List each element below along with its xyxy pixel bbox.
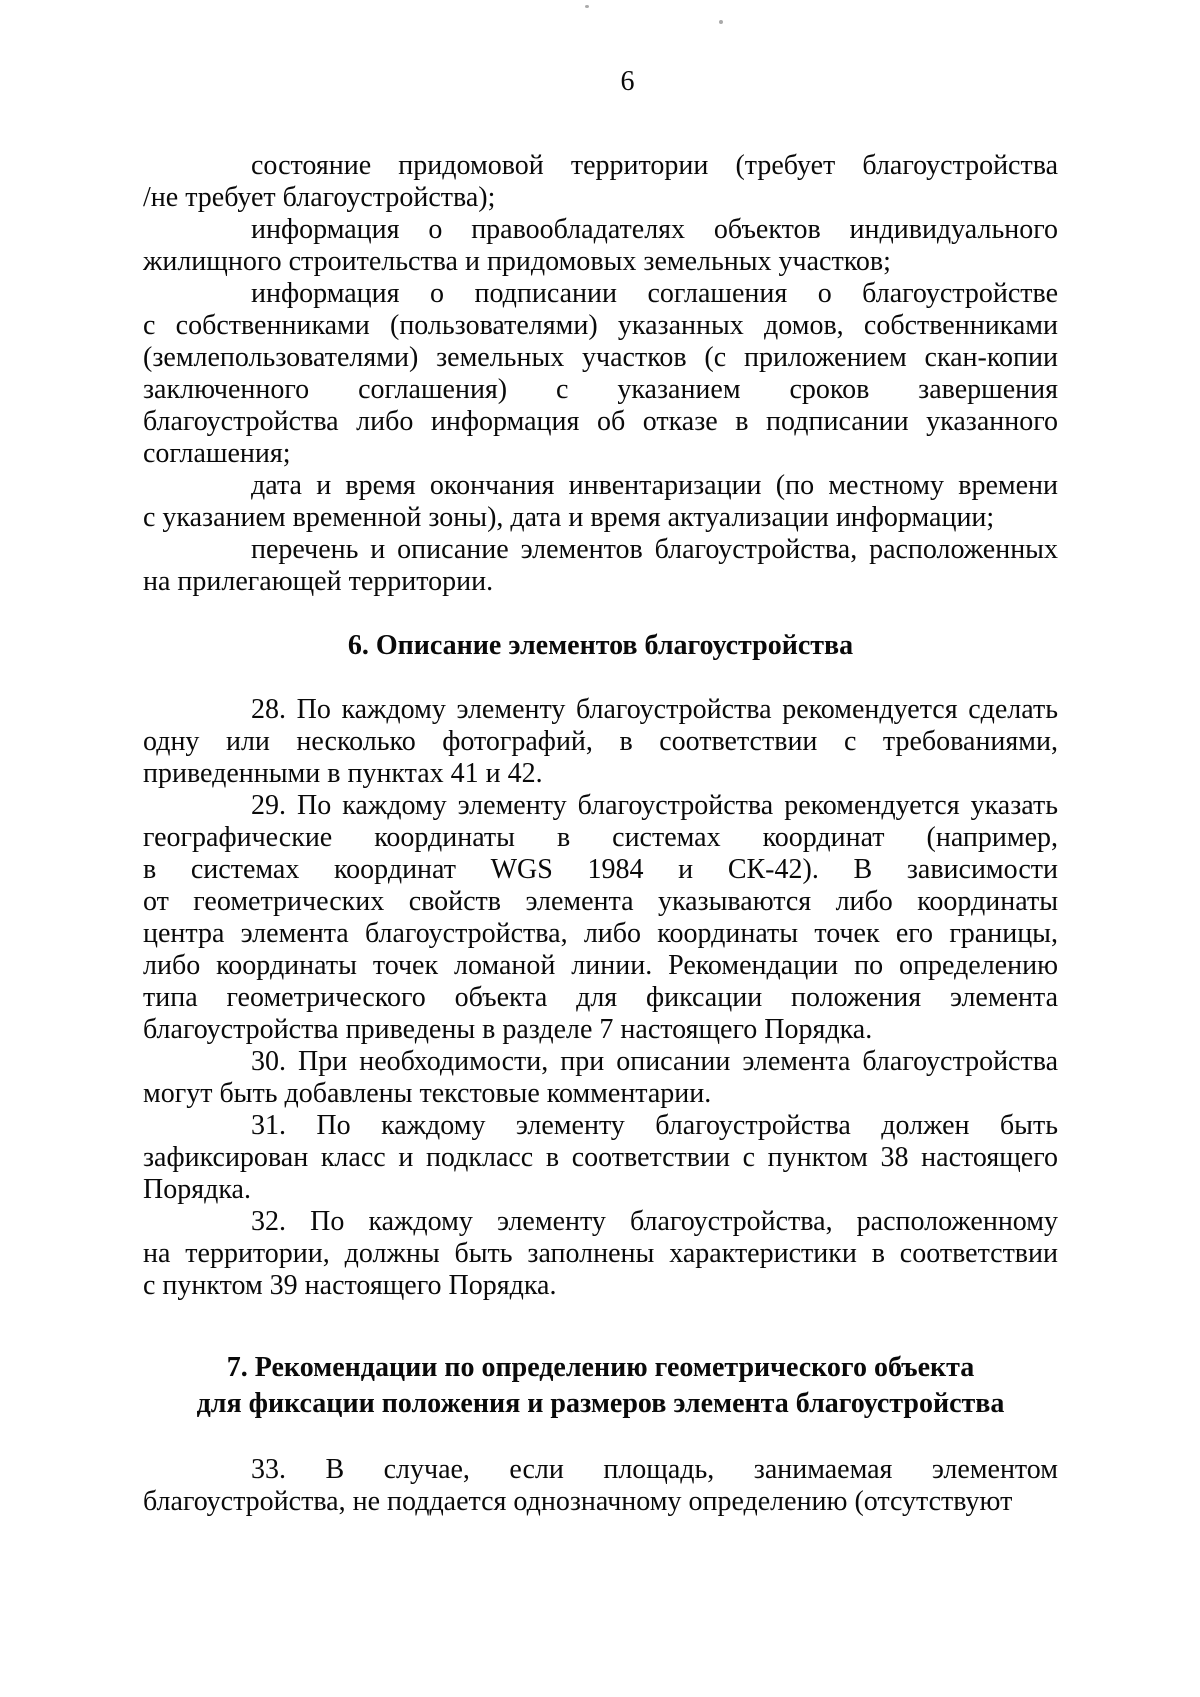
heading-line: 6. Описание элементов благоустройства xyxy=(347,630,854,661)
text-line: /не требует благоустройства); xyxy=(143,182,496,213)
text-line: заключенного соглашения) с указанием сроков завершения xyxy=(143,374,1058,405)
text-line: информация о правообладателях объектов индивидуального xyxy=(251,214,1058,245)
text-line: состояние придомовой территории (требует благоустройства xyxy=(251,150,1058,181)
text-line: 30. При необходимости, при описании элемента благоустройства xyxy=(251,1046,1058,1077)
text-line: географические координаты в системах координат (например, xyxy=(143,822,1058,853)
text-line: 33. В случае, если площадь, занимаемая элементом xyxy=(251,1454,1058,1485)
scan-speck xyxy=(585,5,589,8)
text-line: перечень и описание элементов благоустройства, расположенных xyxy=(251,534,1058,565)
paragraph-rights-holders-info xyxy=(143,214,1058,278)
paragraph-item-33 xyxy=(143,1454,1058,1518)
paragraph-territory-condition xyxy=(143,150,1058,214)
text-line: с собственниками (пользователями) указанных домов, собственниками xyxy=(143,310,1058,341)
text-line: 29. По каждому элементу благоустройства рекомендуется указать xyxy=(251,790,1058,821)
paragraph-agreement-info xyxy=(143,278,1058,470)
paragraph-elements-list xyxy=(143,534,1058,598)
text-line: с пунктом 39 настоящего Порядка. xyxy=(143,1270,557,1301)
text-line: благоустройства приведены в разделе 7 настоящего Порядка. xyxy=(143,1014,873,1045)
text-line: могут быть добавлены текстовые комментарии. xyxy=(143,1078,712,1109)
paragraph-item-28 xyxy=(143,694,1058,790)
text-line: на территории, должны быть заполнены характеристики в соответствии xyxy=(143,1238,1058,1269)
paragraph-item-29 xyxy=(143,790,1058,1046)
document-body xyxy=(143,150,1058,1518)
page-number: 6 xyxy=(620,66,635,97)
text-line: жилищного строительства и придомовых земельных участков; xyxy=(143,246,891,277)
text-line: приведенными в пунктах 41 и 42. xyxy=(143,758,543,789)
text-line: либо координаты точек ломаной линии. Рекомендации по определению xyxy=(143,950,1058,981)
text-line: от геометрических свойств элемента указываются либо координаты xyxy=(143,886,1058,917)
text-line: Порядка. xyxy=(143,1174,251,1205)
paragraph-item-31 xyxy=(143,1110,1058,1206)
text-line: типа геометрического объекта для фиксации положения элемента xyxy=(143,982,1058,1013)
scan-speck xyxy=(719,20,723,24)
text-line: благоустройства либо информация об отказе в подписании указанного xyxy=(143,406,1058,437)
text-line: 32. По каждому элементу благоустройства, расположенному xyxy=(251,1206,1058,1237)
heading-section-6 xyxy=(143,630,1058,662)
text-line: дата и время окончания инвентаризации (по местному времени xyxy=(251,470,1058,501)
text-line: благоустройства, не поддается однозначному определению (отсутствуют xyxy=(143,1486,1013,1517)
paragraph-inventory-datetime xyxy=(143,470,1058,534)
text-line: центра элемента благоустройства, либо координаты точек его границы, xyxy=(143,918,1058,949)
text-line: 28. По каждому элементу благоустройства рекомендуется сделать xyxy=(251,694,1058,725)
text-line: зафиксирован класс и подкласс в соответствии с пунктом 38 настоящего xyxy=(143,1142,1058,1173)
text-line: информация о подписании соглашения о благоустройстве xyxy=(251,278,1058,309)
text-line: в системах координат WGS 1984 и СК-42). В зависимости xyxy=(143,854,1058,885)
text-line: (землепользователями) земельных участков (с приложением скан-копии xyxy=(143,342,1058,373)
heading-line: 7. Рекомендации по определению геометрического объекта xyxy=(226,1352,975,1383)
text-line: одну или несколько фотографий, в соответствии с требованиями, xyxy=(143,726,1058,757)
text-line: соглашения; xyxy=(143,438,291,469)
heading-line: для фиксации положения и размеров элемента благоустройства xyxy=(196,1388,1005,1419)
text-line: с указанием временной зоны), дата и время актуализации информации; xyxy=(143,502,995,533)
heading-section-7 xyxy=(143,1350,1058,1422)
text-line: на прилегающей территории. xyxy=(143,566,494,597)
text-line: 31. По каждому элементу благоустройства должен быть xyxy=(251,1110,1058,1141)
paragraph-item-32 xyxy=(143,1206,1058,1302)
paragraph-item-30 xyxy=(143,1046,1058,1110)
